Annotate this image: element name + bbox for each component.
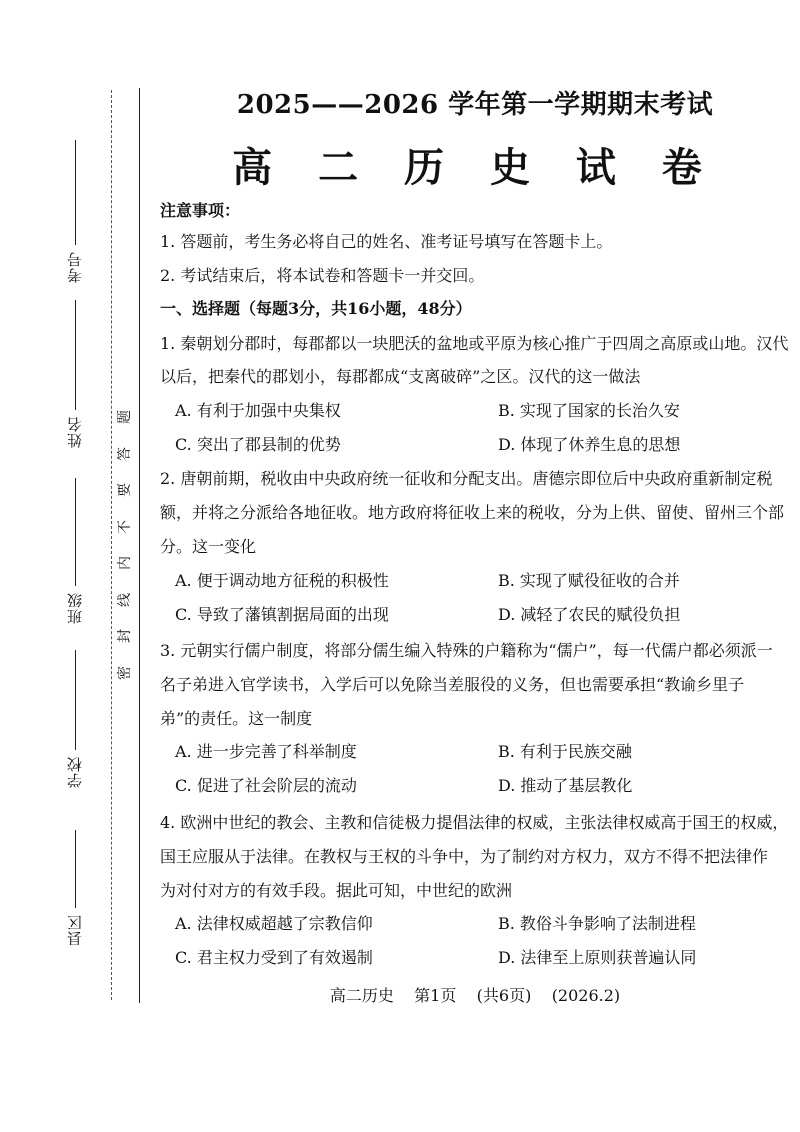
question-4-option-b: B. 教俗斗争影响了法制进程 bbox=[498, 914, 696, 933]
question-2-text: 分。这一变化 bbox=[160, 537, 257, 556]
question-3-text: 名子弟进入官学读书，入学后可以免除当差服役的义务，但也需要承担“教谕乡里子 bbox=[160, 675, 745, 694]
seal-char: 线 bbox=[117, 592, 133, 607]
question-4-text: 为对付对方的有效手段。据此可知，中世纪的欧洲 bbox=[160, 881, 513, 900]
fill-line bbox=[75, 478, 76, 586]
question-3-text: 弟”的责任。这一制度 bbox=[160, 709, 313, 728]
margin-solid-line bbox=[139, 88, 140, 1003]
question-2-option-d: D. 减轻了农民的赋役负担 bbox=[498, 605, 681, 624]
fill-line bbox=[75, 650, 76, 750]
subject-title: 高 二 历 史 试 卷 bbox=[232, 144, 718, 191]
question-2-text: 额，并将之分派给各地征收。地方政府将征收上来的税收，分为上供、留使、留州三个部 bbox=[160, 503, 785, 522]
question-1-text: 1. 秦朝划分郡时，每郡都以一块肥沃的盆地或平原为核心推广于四周之高原或山地。汉代 bbox=[160, 334, 789, 353]
seal-char: 答 bbox=[117, 446, 133, 461]
question-1-option-c: C. 突出了郡县制的优势 bbox=[175, 435, 341, 454]
question-2-option-b: B. 实现了赋役征收的合并 bbox=[498, 571, 680, 590]
field-label-school: 学校 bbox=[65, 756, 84, 788]
question-4-text: 4. 欧洲中世纪的教会、主教和信徒极力提倡法律的权威，主张法律权威高于国王的权威， bbox=[160, 813, 789, 832]
question-4-option-a: A. 法律权威超越了宗教信仰 bbox=[175, 914, 373, 933]
seal-char: 内 bbox=[117, 556, 133, 571]
field-district bbox=[50, 830, 100, 946]
question-4-option-d: D. 法律至上原则获普遍认同 bbox=[498, 948, 697, 967]
fill-line bbox=[75, 140, 76, 245]
question-3-text: 3. 元朝实行儒户制度，将部分儒生编入特殊的户籍称为“儒户”，每一代儒户都必须派一 bbox=[160, 641, 773, 660]
question-4-option-c: C. 君主权力受到了有效遏制 bbox=[175, 948, 373, 967]
question-1-option-b: B. 实现了国家的长治久安 bbox=[498, 401, 680, 420]
seal-notice bbox=[114, 410, 136, 680]
seal-char: 要 bbox=[117, 483, 133, 498]
seal-char: 封 bbox=[117, 629, 133, 644]
field-label-exam-number: 考号 bbox=[65, 251, 84, 283]
seal-char: 密 bbox=[117, 665, 133, 680]
field-name bbox=[50, 300, 100, 448]
seal-char: 不 bbox=[117, 519, 133, 534]
question-4-text: 国王应服从于法律。在教权与王权的斗争中，为了制约对方权力，双方不得不把法律作 bbox=[160, 847, 769, 866]
question-1-option-d: D. 体现了休养生息的思想 bbox=[498, 435, 681, 454]
field-label-name: 姓名 bbox=[65, 416, 84, 448]
notice-heading: 注意事项： bbox=[160, 201, 241, 220]
seal-dashed-line bbox=[111, 90, 112, 1000]
field-exam-number bbox=[50, 140, 100, 283]
seal-char: 题 bbox=[117, 410, 133, 424]
question-2-option-c: C. 导致了藩镇割据局面的出现 bbox=[175, 605, 389, 624]
notice-item: 2. 考试结束后，将本试卷和答题卡一并交回。 bbox=[160, 266, 485, 285]
field-school bbox=[50, 650, 100, 788]
field-class bbox=[50, 478, 100, 624]
fill-line bbox=[75, 830, 76, 908]
field-label-district: 县区 bbox=[65, 914, 84, 946]
question-1-text: 以后，把秦代的郡划小，每郡都成“支离破碎”之区。汉代的这一做法 bbox=[160, 367, 641, 386]
question-3-option-c: C. 促进了社会阶层的流动 bbox=[175, 776, 357, 795]
section-heading: 一、选择题（每题3分，共16小题，48分） bbox=[160, 299, 472, 318]
question-3-option-a: A. 进一步完善了科举制度 bbox=[175, 742, 357, 761]
question-3-option-b: B. 有利于民族交融 bbox=[498, 742, 632, 761]
fill-line bbox=[75, 300, 76, 410]
page-footer: 高二历史 第1页 (共6页) (2026.2) bbox=[329, 986, 621, 1005]
notice-item: 1. 答题前，考生务必将自己的姓名、准考证号填写在答题卡上。 bbox=[160, 232, 613, 251]
question-2-text: 2. 唐朝前期，税收由中央政府统一征收和分配支出。唐德宗即位后中央政府重新制定税 bbox=[160, 469, 773, 488]
question-3-option-d: D. 推动了基层教化 bbox=[498, 776, 633, 795]
question-2-option-a: A. 便于调动地方征税的积极性 bbox=[175, 571, 389, 590]
question-1-option-a: A. 有利于加强中央集权 bbox=[175, 401, 341, 420]
field-label-class: 班级 bbox=[65, 592, 84, 624]
exam-title: 2025——2026 学年第一学期期末考试 bbox=[236, 90, 714, 120]
